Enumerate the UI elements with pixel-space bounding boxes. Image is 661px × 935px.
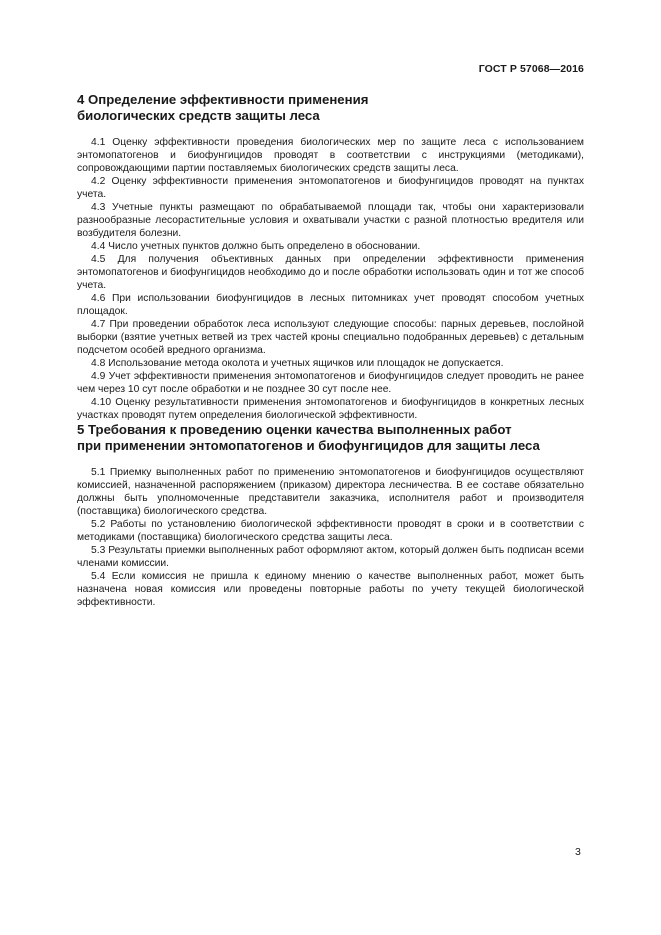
section-4-body <box>77 136 584 422</box>
paragraph-5-3: 5.3 Результаты приемки выполненных работ оформляют актом, который должен быть подписан всеми членами комиссии. <box>77 545 584 569</box>
section-5-title-line1: 5 Требования к проведению оценки качества выполненных работ <box>77 422 512 437</box>
paragraph-5-4: 5.4 Если комиссия не пришла к единому мнению о качестве выполненных работ, может быть назначена новая комиссия или проведены повторные работы по учету текущей биологической эффективности. <box>77 571 584 608</box>
paragraph-4-5: 4.5 Для получения объективных данных при определении эффективности применения энтомопатогенов и биофунгицидов необходимо до и после обработки использовать один и тот же способ учета. <box>77 254 584 291</box>
paragraph-4-3: 4.3 Учетные пункты размещают по обрабатываемой площади так, чтобы они характеризовали разнообразные лесорастительные условия и охватывали участки с разной плотностью вредителя или возбудителя болезни. <box>77 202 584 239</box>
paragraph-4-9: 4.9 Учет эффективности применения энтомопатогенов и биофунгицидов следует проводить не ранее чем через 10 сут после обработки и не позднее 30 сут после нее. <box>77 371 584 395</box>
paragraph-5-1: 5.1 Приемку выполненных работ по применению энтомопатогенов и биофунгицидов осуществляют комиссией, назначенной распоряжением (приказом) директора лесничества. В ее составе обязательно должны быть уполномоченные представители заказчика, исполнителя работ и производителя (поставщика) биологического средства. <box>77 467 584 517</box>
paragraph-4-1: 4.1 Оценку эффективности проведения биологических мер по защите леса с использованием энтомопатогенов и биофунгицидов проводят в соответствии с инструкциями (методиками), сопровождающими партии поставляемых биологических средств защиты леса. <box>77 137 584 174</box>
section-5-body <box>77 466 584 609</box>
paragraph-5-2: 5.2 Работы по установлению биологической эффективности проводят в сроки и в соответствии с методиками (поставщика) биологического средства защиты леса. <box>77 519 584 543</box>
page-content <box>77 92 584 609</box>
paragraph-4-2: 4.2 Оценку эффективности применения энтомопатогенов и биофунгицидов проводят на пунктах учета. <box>77 176 584 200</box>
section-5-title <box>77 422 584 454</box>
paragraph-4-7: 4.7 При проведении обработок леса используют следующие способы: парных деревьев, послойной выборки (взятие учетных ветвей из трех частей кроны специально подобранных деревьев) с детальным подсчетом особей вредного организма. <box>77 319 584 356</box>
section-4-title-line1: 4 Определение эффективности применения <box>77 92 369 107</box>
page-number: 3 <box>575 846 581 858</box>
paragraph-4-6: 4.6 При использовании биофунгицидов в лесных питомниках учет проводят способом учетных площадок. <box>77 293 584 317</box>
paragraph-4-8: 4.8 Использование метода околота и учетных ящичков или площадок не допускается. <box>91 358 504 369</box>
section-4-title-line2: биологических средств защиты леса <box>77 108 320 123</box>
paragraph-4-10: 4.10 Оценку результативности применения энтомопатогенов и биофунгицидов в конкретных лесных участках проводят путем определения биологической эффективности. <box>77 397 584 421</box>
section-5-title-line2: при применении энтомопатогенов и биофунгицидов для защиты леса <box>77 438 540 453</box>
section-4-title <box>77 92 584 124</box>
paragraph-4-4: 4.4 Число учетных пунктов должно быть определено в обосновании. <box>91 241 421 252</box>
document-id-header: ГОСТ Р 57068—2016 <box>478 63 584 75</box>
